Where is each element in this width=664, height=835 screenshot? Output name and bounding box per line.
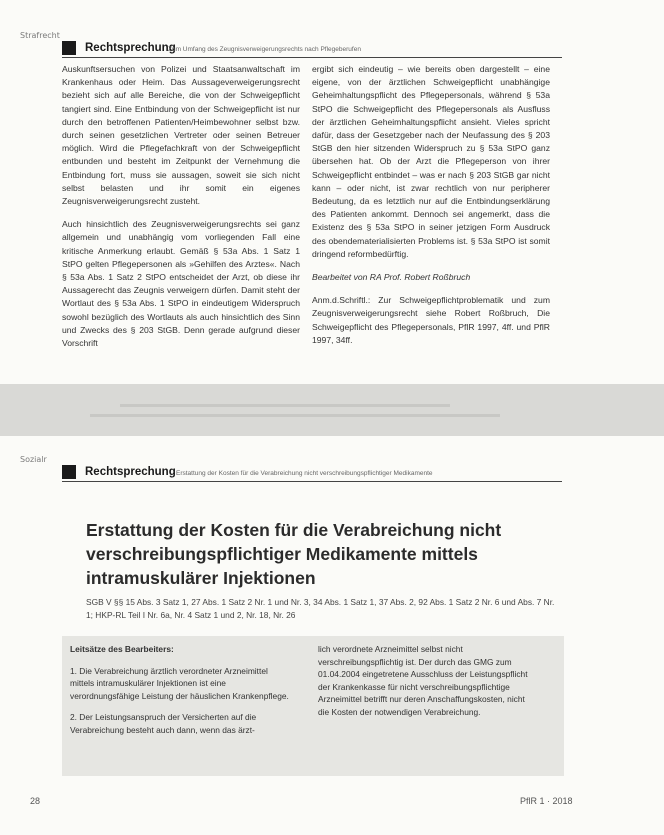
headnotes-right (318, 643, 538, 728)
headnotes-left (70, 643, 290, 746)
headnote: 1. Die Verabreichung ärztlich verordneter Arzneimittel mittels intramuskulärer Injektionen ist eine verordnungsfähige Leistung der häuslichen Krankenpflege. (70, 665, 289, 701)
author-note: Anm.d.Schriftl.: Zur Schweigepflichtproblematik und zum Zeugnisverweigerungsrecht siehe Robert Roßbruch, Die Schweigepflicht des Pflegepersonals, PflR 1997, 4ff. und PflR 1997, 34ff. (312, 295, 550, 345)
paragraph: Auskunftsersuchen von Polizei und Staatsanwaltschaft im Krankenhaus oder Heim. Das Aussageverweigerungsrecht bezieht sich auf alle Bereiche, die von der Schweigepflicht tangiert sind. Eine Entbindung von der Schweigepflicht ist nur durch den betroffenen Patienten/Heimbewohner selbst bzw. durch seinen gesetzlichen Vertreter oder seinen Betreuer möglich. Wird die Pflegefachkraft von der Schweigepflicht entbunden und besteht im Zeitpunkt der Vernehmung die Entbindung fort, muss sie aussagen, soweit sie sich nicht selbst belasten und ihr somit ein eigenes Zeugnisverweigerungsrecht zusteht. (62, 64, 300, 207)
headnote: 2. Der Leistungsanspruch der Versicherten auf die Verabreichung besteht auch dann, wenn das ärzt- (70, 712, 257, 735)
paragraph: ergibt sich eindeutig – wie bereits oben dargestellt – eine eigene, von der ärztlichen Schweigepflicht unabhängige Geheimhaltungspflicht des Pflegepersonals, während § 53a StPO die Schweigepflicht des Pflegepersonals als Ausfluss der ärztlichen Geheimhaltungspflicht ansieht. Vieles spricht dafür, dass der Gesetzgeber nach der Neufassung des § 203 StGB den hier sitzenden Widerspruch zu § 53a StPO ganz übersehen hat. Ob der Arzt die Pflegeperson von ihrer Schweigepflicht entbindet – was er nach § 203 StGB gar nicht kann – oder nicht, ist zwar rechtlich von nur peripherer Bedeutung, da es letztlich nur auf die Entbindungserklärung des Patienten ankommt. Dennoch sei angemerkt, dass die Existenz des § 53a StPO in seiner jetzigen Form Ausdruck des obendematerialisierten Problems ist. § 53a StPO ist somit dringend reformbedürftig. (312, 64, 550, 259)
left-column (62, 63, 300, 360)
header-subtitle: Zum Umfang des Zeugnisverweigerungsrechts nach Pflegeberufen (168, 46, 361, 53)
header-marker (62, 465, 76, 479)
header-rule (62, 481, 562, 482)
journal-label: PflR 1 · 2018 (520, 796, 573, 806)
headnote-continued: lich verordnete Arzneimittel selbst nicht verschreibungspflichtig ist. Der durch das GMG zum 01.04.2004 eingetretene Ausschluss der Leistungspflicht der Krankenkasse für nicht verschreibungspflichtige Arzneimittel betrifft nur deren Anschaffungskosten, nicht die Kosten der notwendigen Verabreichung. (318, 644, 528, 717)
header-title: Rechtsprechung (85, 466, 176, 478)
page-separator-band (0, 384, 664, 436)
header-subtitle: Erstattung der Kosten für die Verabreichung nicht verschreibungspflichtiger Medikamente (176, 470, 433, 477)
section-label: Strafrecht (20, 31, 60, 40)
header-marker (62, 41, 76, 55)
editor-note: Bearbeitet von RA Prof. Robert Roßbruch (312, 272, 471, 283)
section-label: Sozialr (20, 455, 47, 464)
band-line (120, 404, 450, 407)
right-column (312, 63, 550, 357)
article-title: Erstattung der Kosten für die Verabreichung nicht verschreibungspflichtiger Medikamente mittels intramuskulärer Injektionen (86, 520, 502, 588)
page-number: 28 (30, 796, 41, 806)
paragraph: Auch hinsichtlich des Zeugnisverweigerungsrechts sei ganz allgemein und unabhängig vom vorliegenden Fall eine kritische Anmerkung erlaubt. Gemäß § 53a Abs. 1 Satz 1 StPO gelten Pflegepersonen als »Gehilfen des Arztes«. Nach § 53a Abs. 1 Satz 2 StPO entscheidet der Arzt, ob diese ihr Aussagerecht das Zeugnis verweigern dürfen. Damit steht der Wortlaut des § 53a Abs. 1 StPO in eindeutigem Widerspruch sowohl bezüglich des Wortlauts als auch hinsichtlich des Sinn und Zwecks des § 203 StGB. Denn gerade aufgrund dieser Vorschrift (62, 219, 300, 349)
header-title: Rechtsprechung (85, 42, 176, 54)
statute-citation: SGB V §§ 15 Abs. 3 Satz 1, 27 Abs. 1 Satz 2 Nr. 1 und Nr. 3, 34 Abs. 1 Satz 1, 37 Abs. 2, 92 Abs. 1 Satz 2 Nr. 6 und Abs. 7 Nr. 1; HKP-RL Teil I Nr. 6a, Nr. 4 Satz 1 und 2, Nr. 18, Nr. 26 (86, 597, 555, 620)
headnotes-heading: Leitsätze des Bearbeiters: (70, 644, 174, 654)
band-line (90, 414, 500, 417)
header-rule (62, 57, 562, 58)
